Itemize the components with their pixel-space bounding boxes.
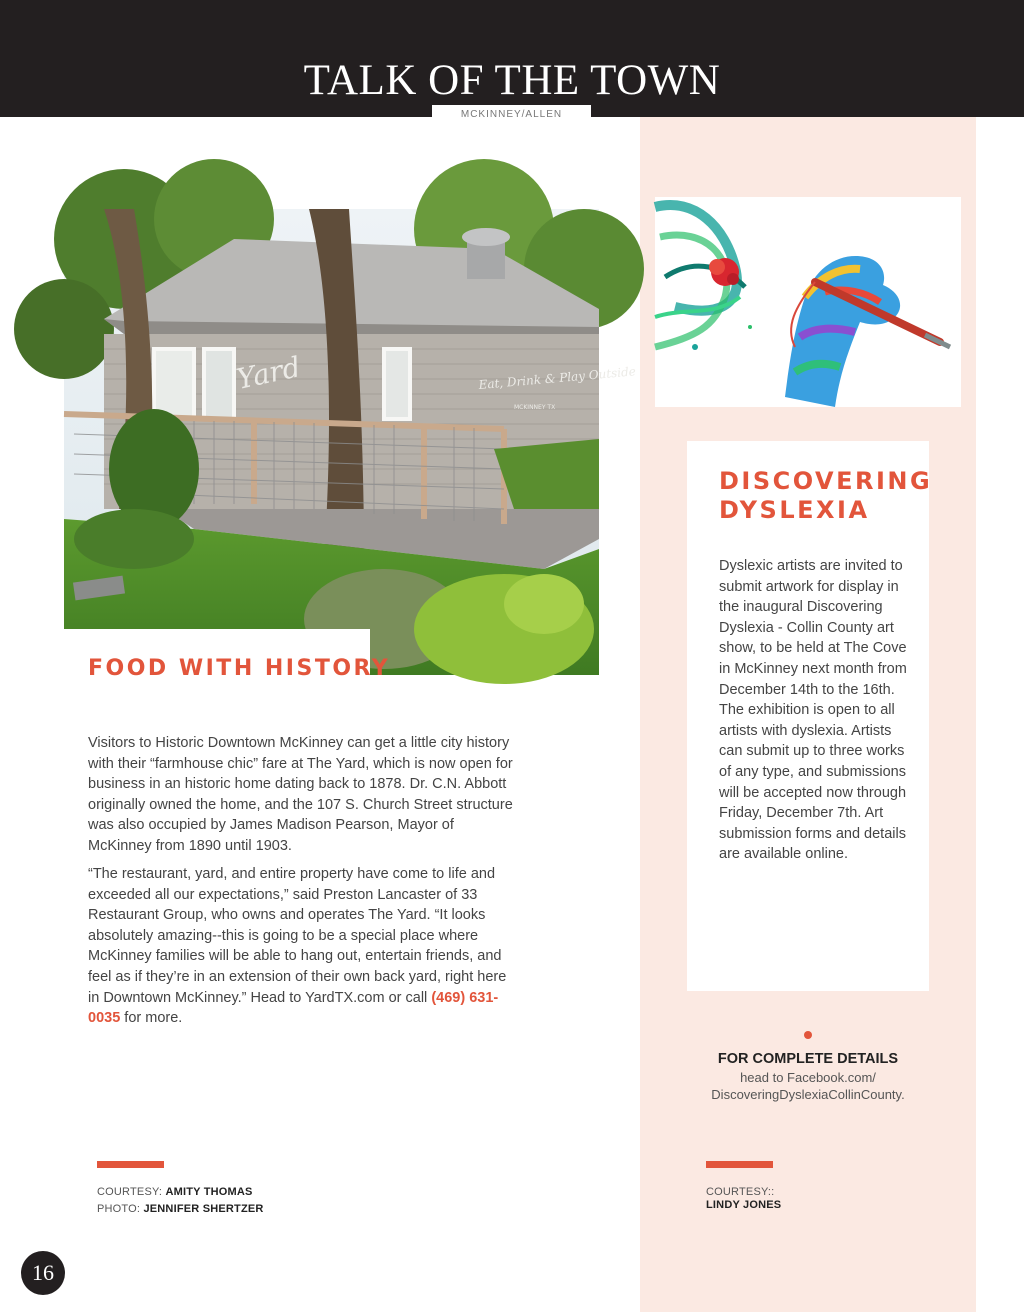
- sidebar-credit-label: COURTESY::: [706, 1186, 775, 1198]
- credit-rule-right: [706, 1161, 773, 1168]
- credit-name: AMITY THOMAS: [165, 1186, 253, 1198]
- yard-sign-text: Yard: [233, 350, 304, 396]
- credit-rule-left: [97, 1161, 164, 1168]
- article-paragraph-1: Visitors to Historic Downtown McKinney can get a little city history with their “farmhouse chic” fare at The Yard, which is now open for business in an historic home dating back to 1878. Dr. C.N. Abbott originally owned the home, and the 107 S. Church Street structure was also occupied by James Madison Pearson, Mayor of McKinney from 1890 until 1903.: [88, 735, 513, 854]
- yard-restaurant-photo: [64, 209, 637, 675]
- paragraph-2-end: for more.: [120, 1010, 183, 1027]
- phone-number: (469) 631-0035: [88, 989, 499, 1027]
- wall-slogan-text: Eat, Drink & Play Outside: [478, 364, 637, 392]
- photo-credit: [97, 1203, 264, 1215]
- details-line-1: head to Facebook.com/: [740, 1070, 876, 1085]
- page-number: 16: [21, 1251, 65, 1295]
- accent-dot: [804, 1031, 812, 1039]
- photo-name: JENNIFER SHERTZER: [143, 1203, 264, 1215]
- paragraph-2-text: “The restaurant, yard, and entire property have come to life and exceeded all our expectations,” said Preston Lancaster of 33 Restaurant Group, who owns and operates The Yard. “It looks absolutely amazing--this is going to be a special place where McKinney families will be able to hang out, entertain friends, and feel as if they’re in an extension of their own back yard, right here in Downtown McKinney.” Head to YardTX.com or call: [88, 866, 507, 1006]
- photo-label: PHOTO:: [97, 1203, 141, 1215]
- sidebar-credit-name: [706, 1199, 781, 1211]
- article-credit: [97, 1186, 253, 1198]
- credit-label: COURTESY:: [97, 1186, 163, 1198]
- sidebar-credit-name-text: LINDY JONES: [706, 1199, 782, 1211]
- sidebar-body: Dyslexic artists are invited to submit artwork for display in the inaugural Discovering Dyslexia - Collin County art show, to be held at The Cove in McKinney next month from December 14th to the 16th. The exhibition is open to all artists with dyslexia. Artists can submit up to three works of any type, and submissions will be accepted now through Friday, December 7th. Art submission forms and details are available online.: [719, 558, 907, 863]
- article-paragraph-2: [88, 864, 518, 1029]
- article-title: FOOD WITH HISTORY: [88, 656, 391, 681]
- sidebar-title-line1: DISCOVERING: [719, 467, 933, 495]
- sidebar-title: [719, 467, 932, 525]
- masthead-title: TALK OF THE TOWN: [303, 57, 721, 104]
- details-line-2: DiscoveringDyslexiaCollinCounty.: [711, 1087, 905, 1102]
- sidebar-title-line2: DYSLEXIA: [719, 496, 870, 524]
- section-subtitle: MCKINNEY/ALLEN: [432, 105, 591, 123]
- wall-city-text: MCKINNEY TX: [514, 404, 556, 411]
- paintbrush-hand-artwork: [655, 197, 961, 407]
- details-heading: FOR COMPLETE DETAILS: [717, 1051, 899, 1067]
